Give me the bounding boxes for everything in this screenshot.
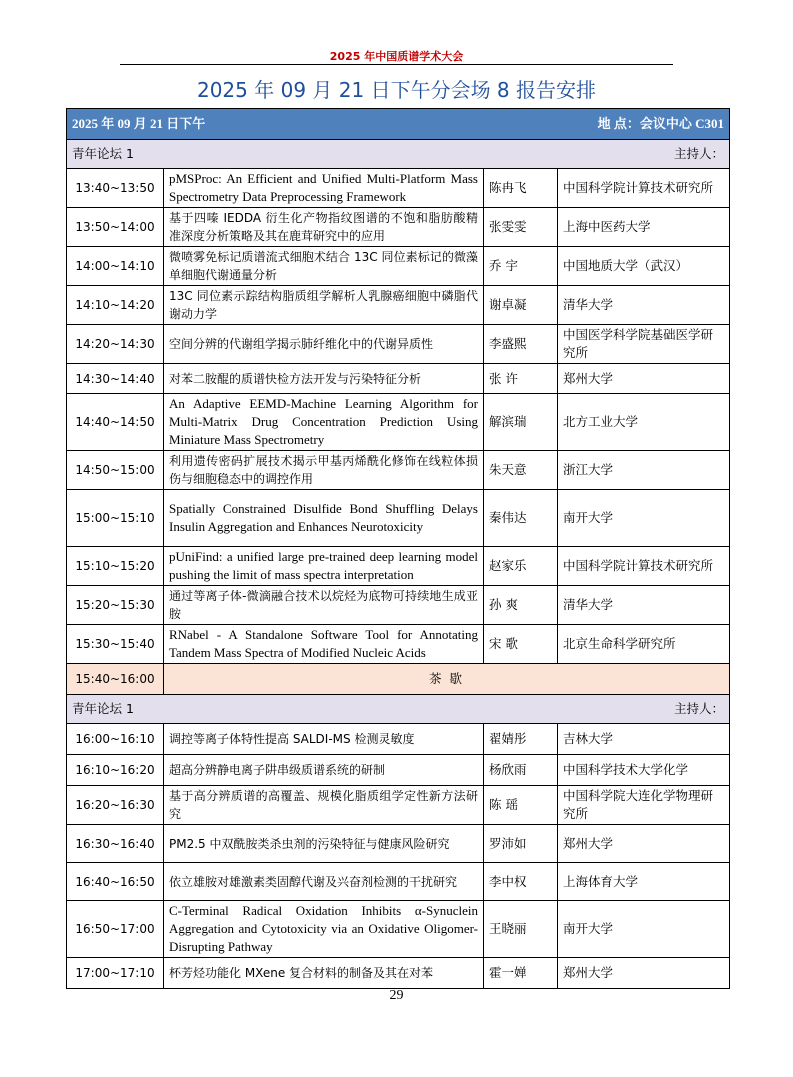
talk-topic: 通过等离子体-微滴融合技术以烷烃为底物可持续地生成亚胺 — [164, 586, 484, 625]
talk-time: 14:10~14:20 — [67, 286, 164, 325]
forum-row-1 — [67, 140, 730, 169]
speaker-institution: 南开大学 — [558, 490, 730, 547]
talk-time: 14:40~14:50 — [67, 394, 164, 451]
break-label: 茶 歇 — [164, 664, 730, 695]
talk-topic: 基于高分辨质谱的高覆盖、规模化脂质组学定性新方法研究 — [164, 786, 484, 825]
header-divider — [120, 64, 673, 65]
tea-break-row — [67, 664, 730, 695]
speaker-name: 张 许 — [484, 364, 558, 394]
date-location-row — [67, 109, 730, 140]
table-row — [67, 863, 730, 901]
table-row — [67, 394, 730, 451]
speaker-institution: 中国科学院大连化学物理研究所 — [558, 786, 730, 825]
host-label: 主持人： — [674, 701, 725, 716]
talk-topic: 空间分辨的代谢组学揭示肺纤维化中的代谢异质性 — [164, 325, 484, 364]
table-row — [67, 208, 730, 247]
speaker-name: 朱天意 — [484, 451, 558, 490]
session2-rows — [67, 724, 730, 989]
table-row — [67, 286, 730, 325]
table-row — [67, 364, 730, 394]
host-label: 主持人： — [674, 146, 725, 161]
break-time: 15:40~16:00 — [67, 664, 164, 695]
speaker-institution: 中国科学技术大学化学 — [558, 755, 730, 786]
table-row — [67, 625, 730, 664]
talk-topic: PM2.5 中双酰胺类杀虫剂的污染特征与健康风险研究 — [164, 825, 484, 863]
table-row — [67, 901, 730, 958]
table-row — [67, 586, 730, 625]
table-row — [67, 325, 730, 364]
speaker-institution: 中国科学院计算技术研究所 — [558, 169, 730, 208]
session-location: 地 点：会议中心 C301 — [597, 116, 725, 131]
speaker-institution: 上海中医药大学 — [558, 208, 730, 247]
talk-topic: RNabel - A Standalone Software Tool for Annotating Tandem Mass Spectra of Modified Nucleic Acids — [164, 625, 484, 664]
talk-time: 15:20~15:30 — [67, 586, 164, 625]
speaker-name: 翟婧彤 — [484, 724, 558, 755]
talk-topic: 微喷雾免标记质谱流式细胞术结合 13C 同位素标记的微藻单细胞代谢通量分析 — [164, 247, 484, 286]
page-number: 29 — [389, 988, 404, 1003]
talk-topic: 利用遗传密码扩展技术揭示甲基丙烯酰化修饰在线粒体损伤与细胞稳态中的调控作用 — [164, 451, 484, 490]
speaker-name: 张雯雯 — [484, 208, 558, 247]
speaker-name: 罗沛如 — [484, 825, 558, 863]
session1-rows — [67, 169, 730, 664]
talk-time: 13:50~14:00 — [67, 208, 164, 247]
talk-topic: C-Terminal Radical Oxidation Inhibits α-Synuclein Aggregation and Cytotoxicity via an Oxidative Oligomer-Disrupting Pathway — [164, 901, 484, 958]
talk-time: 17:00~17:10 — [67, 958, 164, 989]
forum-row-2 — [67, 695, 730, 724]
speaker-institution: 北京生命科学研究所 — [558, 625, 730, 664]
talk-topic: 13C 同位素示踪结构脂质组学解析人乳腺癌细胞中磷脂代谢动力学 — [164, 286, 484, 325]
talk-topic: 超高分辨静电离子阱串级质谱系统的研制 — [164, 755, 484, 786]
speaker-name: 杨欣雨 — [484, 755, 558, 786]
talk-topic: 基于四嗪 IEDDA 衍生化产物指纹图谱的不饱和脂肪酸精准深度分析策略及其在鹿茸研究中的应用 — [164, 208, 484, 247]
talk-topic: 杯芳烃功能化 MXene 复合材料的制备及其在对苯 — [164, 958, 484, 989]
talk-time: 14:00~14:10 — [67, 247, 164, 286]
speaker-institution: 中国医学科学院基础医学研究所 — [558, 325, 730, 364]
speaker-institution: 中国地质大学（武汉） — [558, 247, 730, 286]
table-row — [67, 825, 730, 863]
speaker-institution: 上海体育大学 — [558, 863, 730, 901]
talk-topic: 对苯二胺醌的质谱快检方法开发与污染特征分析 — [164, 364, 484, 394]
talk-time: 14:50~15:00 — [67, 451, 164, 490]
talk-time: 14:30~14:40 — [67, 364, 164, 394]
table-row — [67, 547, 730, 586]
page-title: 2025 年 09 月 21 日下午分会场 8 报告安排 — [196, 78, 597, 102]
talk-time: 16:30~16:40 — [67, 825, 164, 863]
speaker-institution: 郑州大学 — [558, 958, 730, 989]
talk-time: 13:40~13:50 — [67, 169, 164, 208]
speaker-name: 李中权 — [484, 863, 558, 901]
speaker-institution: 郑州大学 — [558, 364, 730, 394]
talk-time: 15:10~15:20 — [67, 547, 164, 586]
forum-title: 青年论坛 1 — [72, 701, 134, 716]
forum-title: 青年论坛 1 — [72, 146, 134, 161]
table-row — [67, 755, 730, 786]
speaker-institution: 郑州大学 — [558, 825, 730, 863]
speaker-name: 霍一婵 — [484, 958, 558, 989]
talk-time: 16:50~17:00 — [67, 901, 164, 958]
session-date: 2025 年 09 月 21 日下午 — [72, 116, 206, 131]
speaker-name: 宋 歌 — [484, 625, 558, 664]
talk-topic: 依立雄胺对雄激素类固醇代谢及兴奋剂检测的干扰研究 — [164, 863, 484, 901]
speaker-institution: 中国科学院计算技术研究所 — [558, 547, 730, 586]
speaker-name: 孙 爽 — [484, 586, 558, 625]
speaker-institution: 清华大学 — [558, 286, 730, 325]
table-row — [67, 451, 730, 490]
speaker-name: 赵家乐 — [484, 547, 558, 586]
talk-topic: 调控等离子体特性提高 SALDI-MS 检测灵敏度 — [164, 724, 484, 755]
speaker-name: 李盛熙 — [484, 325, 558, 364]
speaker-institution: 清华大学 — [558, 586, 730, 625]
speaker-institution: 浙江大学 — [558, 451, 730, 490]
speaker-name: 秦伟达 — [484, 490, 558, 547]
table-row — [67, 786, 730, 825]
speaker-name: 王晓丽 — [484, 901, 558, 958]
talk-topic: Spatially Constrained Disulfide Bond Shuffling Delays Insulin Aggregation and Enhances Neurotoxicity — [164, 490, 484, 547]
speaker-name: 谢卓凝 — [484, 286, 558, 325]
speaker-institution: 南开大学 — [558, 901, 730, 958]
speaker-institution: 吉林大学 — [558, 724, 730, 755]
table-row — [67, 169, 730, 208]
table-row — [67, 490, 730, 547]
table-row — [67, 247, 730, 286]
talk-time: 14:20~14:30 — [67, 325, 164, 364]
talk-time: 16:20~16:30 — [67, 786, 164, 825]
speaker-name: 乔 宇 — [484, 247, 558, 286]
speaker-institution: 北方工业大学 — [558, 394, 730, 451]
conference-header: 2025 年中国质谱学术大会 — [329, 50, 464, 63]
talk-time: 16:10~16:20 — [67, 755, 164, 786]
talk-time: 15:00~15:10 — [67, 490, 164, 547]
speaker-name: 陈冉飞 — [484, 169, 558, 208]
schedule-table — [66, 108, 730, 989]
talk-topic: pMSProc: An Efficient and Unified Multi-Platform Mass Spectrometry Data Preprocessing Framework — [164, 169, 484, 208]
talk-topic: An Adaptive EEMD-Machine Learning Algorithm for Multi-Matrix Drug Concentration Prediction Using Miniature Mass Spectrometry — [164, 394, 484, 451]
table-row — [67, 958, 730, 989]
talk-time: 16:40~16:50 — [67, 863, 164, 901]
table-row — [67, 724, 730, 755]
talk-topic: pUniFind: a unified large pre-trained deep learning model pushing the limit of mass spectra interpretation — [164, 547, 484, 586]
talk-time: 15:30~15:40 — [67, 625, 164, 664]
talk-time: 16:00~16:10 — [67, 724, 164, 755]
speaker-name: 解滨瑞 — [484, 394, 558, 451]
speaker-name: 陈 瑶 — [484, 786, 558, 825]
